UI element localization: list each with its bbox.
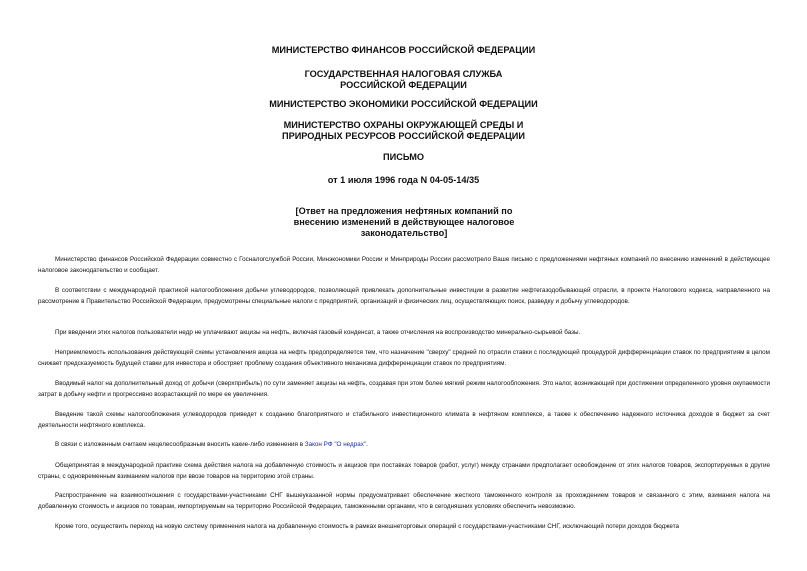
document-subject — [286, 206, 522, 239]
body-paragraph-2: В соответствии с международной практикой налогообложения добычи углеводородов, позволяющей привлекать дополнительные инвестиции в развитие нефтегазодобывающей отрасли, в проекте Налогового кодекса, направленного на рассмотрение в Правительство Российской Федерации, предусмотрены специальные налоги с предприятий, организаций и физических лиц, осуществляющих поиск, разведку и добычу углеводородов. — [38, 287, 770, 305]
body-paragraph-7 — [38, 440, 770, 451]
body-paragraph-3: При введении этих налогов пользователи недр не уплачивают акцизы на нефть, включая газовый конденсат, а также отчисления на воспроизводство минерально-сырьевой базы. — [55, 329, 581, 336]
body-paragraph-10: Кроме того, осуществить переход на новую систему применения налога на добавленную стоимость в рамках внешнеторговых операций с государствами-участниками СНГ, исключающий потери доходов бюджета — [55, 523, 680, 530]
tax-service-heading — [0, 69, 807, 91]
document-date-number-label: от 1 июля 1996 года N 04-05-14/35 — [327, 175, 480, 185]
paragraph-7-text: В связи с изложенным считаем нецелесообразным вносить какие-либо изменения в — [55, 441, 305, 448]
ministry-finance-heading — [0, 45, 807, 56]
body-paragraph-1: Министерство финансов Российской Федерации совместно с Госналогслужбой России, Минэкономики России и Минприроды России рассмотрело Ваше письмо с предложениями нефтяных компаний по внесению изменений в действующее налоговое законодательство и сообщает. — [38, 256, 770, 274]
ministry-nature-line1: МИНИСТЕРСТВО ОХРАНЫ ОКРУЖАЮЩЕЙ СРЕДЫ И — [283, 120, 524, 130]
ministry-nature-heading — [0, 120, 807, 142]
paragraph-7-end: . — [366, 441, 368, 448]
body-paragraph-9: Распространение на взаимоотношения с государствами-участниками СНГ вышеуказанной нормы предусматривает обеспечение жесткого таможенного контроля за прохождением товаров и связанного с этим, взимания налога на добавленную стоимость и акцизов по товарам, импортируемым на территорию Российской Федерации, таможенными органами, что в сегодняшних условиях обеспечить невозможно. — [38, 492, 770, 510]
ministry-finance-line: МИНИСТЕРСТВО ФИНАНСОВ РОССИЙСКОЙ ФЕДЕРАЦИИ — [271, 45, 536, 55]
tax-service-line2: РОССИЙСКОЙ ФЕДЕРАЦИИ — [340, 80, 467, 90]
ministry-nature-line2: ПРИРОДНЫХ РЕСУРСОВ РОССИЙСКОЙ ФЕДЕРАЦИИ — [281, 131, 526, 141]
body-paragraph-6: Введение такой схемы налогообложения углеводородов приведет к созданию благоприятного и стабильного инвестиционного климата в нефтяном комплексе, а также к обеспечению надежного источника доходов в бюджет за счет деятельности нефтяного комплекса. — [38, 411, 770, 429]
tax-service-line1: ГОСУДАРСТВЕННАЯ НАЛОГОВАЯ СЛУЖБА — [304, 69, 503, 79]
subject-line2: внесению изменений в действующее налоговое — [293, 217, 515, 227]
ministry-economy-line: МИНИСТЕРСТВО ЭКОНОМИКИ РОССИЙСКОЙ ФЕДЕРАЦИИ — [269, 99, 538, 109]
document-type-label: ПИСЬМО — [382, 152, 425, 162]
ministry-economy-heading — [0, 99, 807, 110]
law-on-subsoil-link[interactable]: Закон РФ "О недрах" — [304, 441, 367, 448]
subject-line3: законодательство] — [360, 228, 448, 238]
body-paragraph-4: Неприемлемость использования действующей схемы установления акциза на нефть предопределяется тем, что назначение "сверху" средней по отрасли ставки с последующей процедурой дифференциации ставок по предприятиям в целом снижает предсказуемость будущей ставки для инвестора и обостряет проблему создания объективного механизма дифференциации ставок по предприятиям. — [38, 349, 770, 367]
document-date-number — [0, 175, 807, 186]
body-paragraph-5: Вводимый налог на дополнительный доход от добычи (сверхприбыль) по сути заменяет акцизы на нефть, создавая при этом более мягкий режим налогообложения. Это налог, возникающий при достижении определенного уровня окупаемости затрат в добычу нефти и прогрессивно возрастающий по мере ее увеличения. — [38, 380, 770, 398]
document-type — [0, 152, 807, 163]
body-paragraph-8: Общепринятая в международной практике схема действия налога на добавленную стоимость и акцизов при поставках товаров (работ, услуг) между странами предполагает освобождение от этих налогов товаров, экспортируемых в другие страны, с одновременным взиманием налогов при ввозе товаров на территорию этой страны. — [38, 462, 770, 480]
subject-line1: [Ответ на предложения нефтяных компаний по — [295, 206, 513, 216]
